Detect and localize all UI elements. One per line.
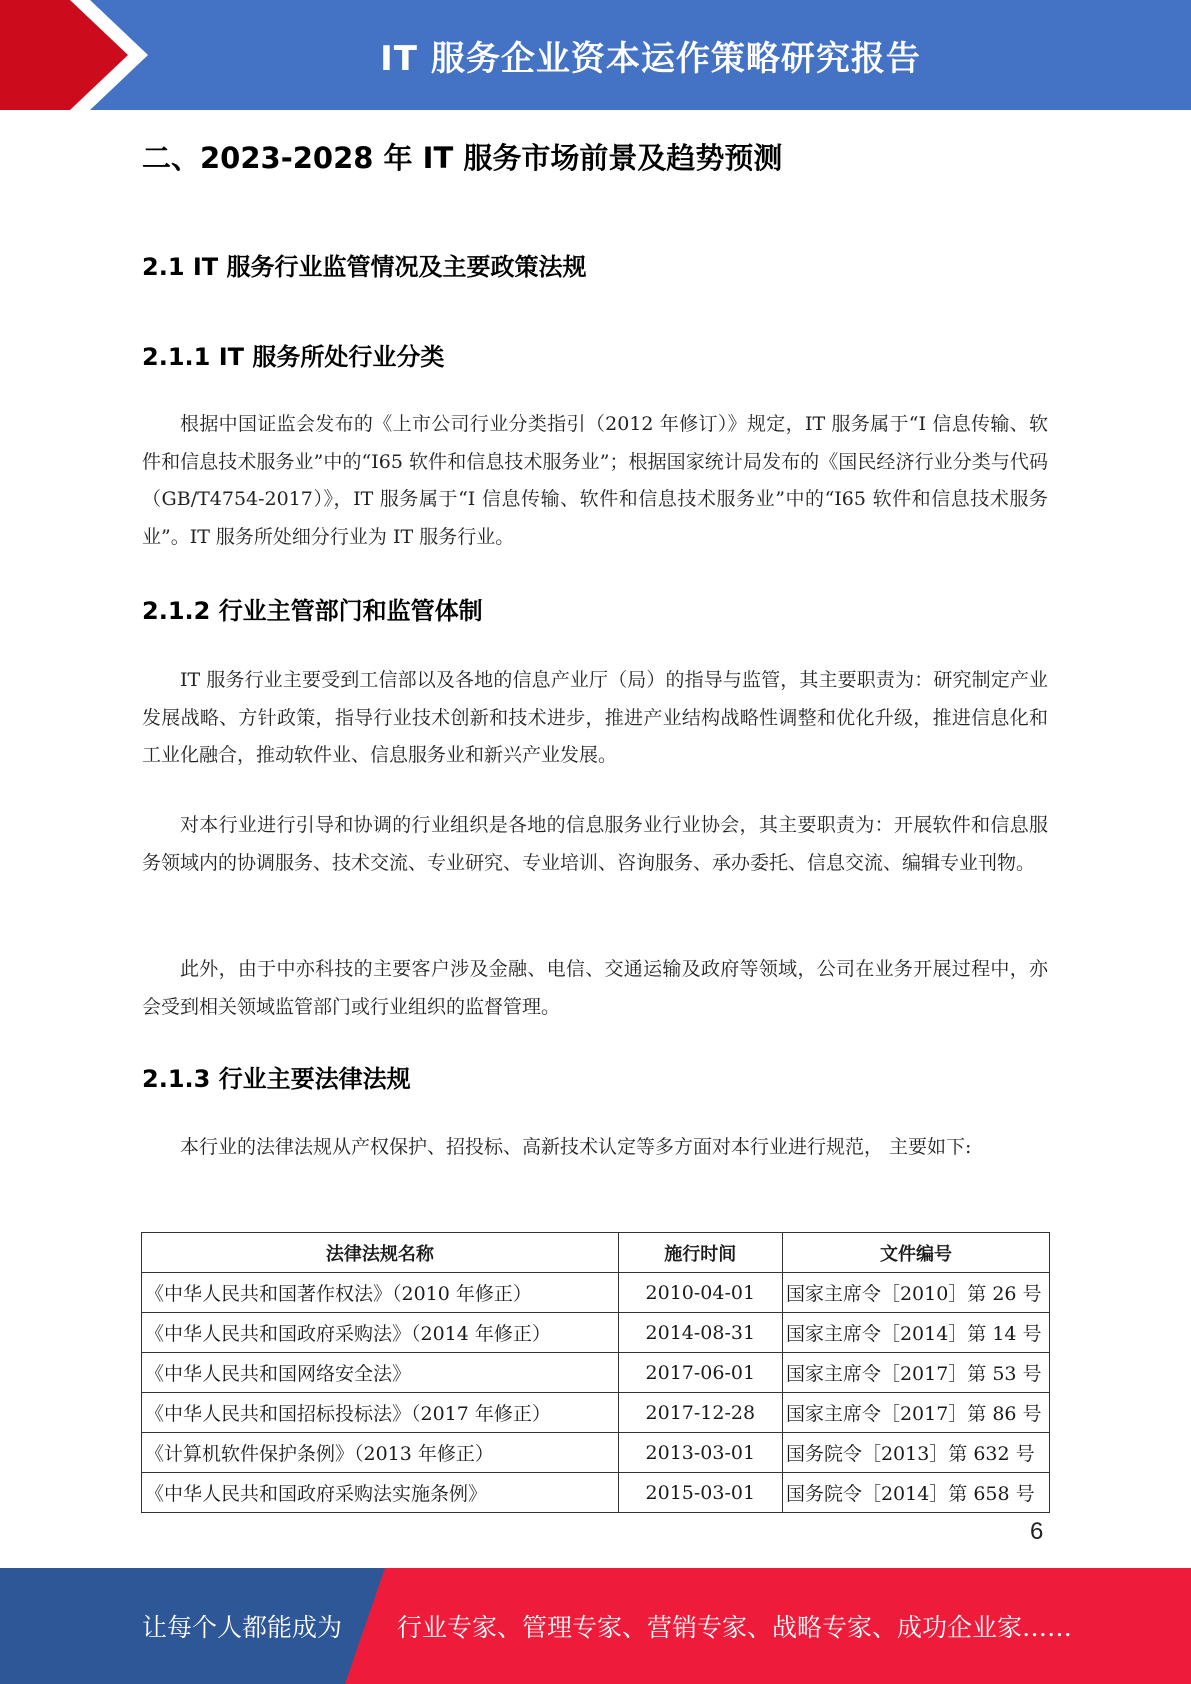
chevron-logo-icon	[0, 0, 150, 110]
subsection-title-2-1-3: 2.1.3 行业主要法律法规	[142, 1065, 411, 1093]
table-row	[142, 1393, 1050, 1433]
document-number-cell: 国家主席令［2014］第 14 号	[782, 1313, 1049, 1353]
paragraph-association: 对本行业进行引导和协调的行业组织是各地的信息服务业行业协会，其主要职责为：开展软件和信息服务领域内的协调服务、技术交流、专业研究、专业培训、咨询服务、承办委托、信息交流、编辑专业刊物。	[142, 814, 1048, 874]
table-row	[142, 1473, 1050, 1513]
effective-date-cell: 2017-06-01	[618, 1353, 782, 1393]
footer-band	[0, 1568, 1191, 1684]
paragraph-regulator: IT 服务行业主要受到工信部以及各地的信息产业厅（局）的指导与监管，其主要职责为：研究制定产业发展战略、方针政策，指导行业技术创新和技术进步，推进产业结构战略性调整和优化升级，推进信息化和工业化融合，推动软件业、信息服务业和新兴产业发展。	[142, 669, 1048, 766]
subsection-title-2-1: 2.1 IT 服务行业监管情况及主要政策法规	[142, 253, 587, 281]
document-number-cell: 国家主席令［2017］第 53 号	[782, 1353, 1049, 1393]
header-band	[0, 0, 1191, 110]
table-row	[142, 1273, 1050, 1313]
law-name-cell: 《中华人民共和国政府采购法》（2014 年修正）	[142, 1313, 619, 1353]
document-number-cell: 国家主席令［2010］第 26 号	[782, 1273, 1049, 1313]
law-name-cell: 《计算机软件保护条例》（2013 年修正）	[142, 1433, 619, 1473]
effective-date-cell: 2010-04-01	[618, 1273, 782, 1313]
footer-slogan-right: 行业专家、管理专家、营销专家、战略专家、成功企业家……	[397, 1613, 1073, 1642]
document-number-cell: 国务院令［2014］第 658 号	[782, 1473, 1049, 1513]
paragraph-classification: 根据中国证监会发布的《上市公司行业分类指引（2012 年修订）》规定，IT 服务属于“I 信息传输、软件和信息技术服务业”中的“I65 软件和信息技术服务业”；根据国家统计局发布的《国民经济行业分类与代码（GB/T4754-2017）》，IT 服务属于“I 信息传输、软件和信息技术服务业”中的“I65 软件和信息技术服务业”。IT 服务所处细分行业为 IT 服务行业。	[142, 413, 1048, 548]
table-row	[142, 1353, 1050, 1393]
effective-date-cell: 2013-03-01	[618, 1433, 782, 1473]
section-title: 二、2023-2028 年 IT 服务市场前景及趋势预测	[142, 141, 783, 175]
header-document-number: 文件编号	[782, 1233, 1049, 1273]
table-row	[142, 1313, 1050, 1353]
paragraph-supervision: 此外，由于中亦科技的主要客户涉及金融、电信、交通运输及政府等领域，公司在业务开展过程中，亦会受到相关领域监管部门或行业组织的监督管理。	[142, 958, 1048, 1018]
document-number-cell: 国家主席令［2017］第 86 号	[782, 1393, 1049, 1433]
header-law-name: 法律法规名称	[142, 1233, 619, 1273]
law-name-cell: 《中华人民共和国网络安全法》	[142, 1353, 619, 1393]
laws-table	[141, 1232, 1050, 1513]
effective-date-cell: 2017-12-28	[618, 1393, 782, 1433]
paragraph-laws-intro: 本行业的法律法规从产权保护、招投标、高新技术认定等多方面对本行业进行规范， 主要如下:	[180, 1136, 972, 1158]
law-name-cell: 《中华人民共和国著作权法》（2010 年修正）	[142, 1273, 619, 1313]
table-header-row	[142, 1233, 1050, 1273]
header-effective-date: 施行时间	[618, 1233, 782, 1273]
report-title: IT 服务企业资本运作策略研究报告	[380, 38, 921, 79]
law-name-cell: 《中华人民共和国招标投标法》（2017 年修正）	[142, 1393, 619, 1433]
footer-slogan-left: 让每个人都能成为	[142, 1613, 343, 1642]
law-name-cell: 《中华人民共和国政府采购法实施条例》	[142, 1473, 619, 1513]
subsection-title-2-1-2: 2.1.2 行业主管部门和监管体制	[142, 597, 483, 625]
effective-date-cell: 2014-08-31	[618, 1313, 782, 1353]
document-number-cell: 国务院令［2013］第 632 号	[782, 1433, 1049, 1473]
subsection-title-2-1-1: 2.1.1 IT 服务所处行业分类	[142, 343, 445, 371]
page-number: 6	[1030, 1518, 1044, 1545]
effective-date-cell: 2015-03-01	[618, 1473, 782, 1513]
table-row	[142, 1433, 1050, 1473]
